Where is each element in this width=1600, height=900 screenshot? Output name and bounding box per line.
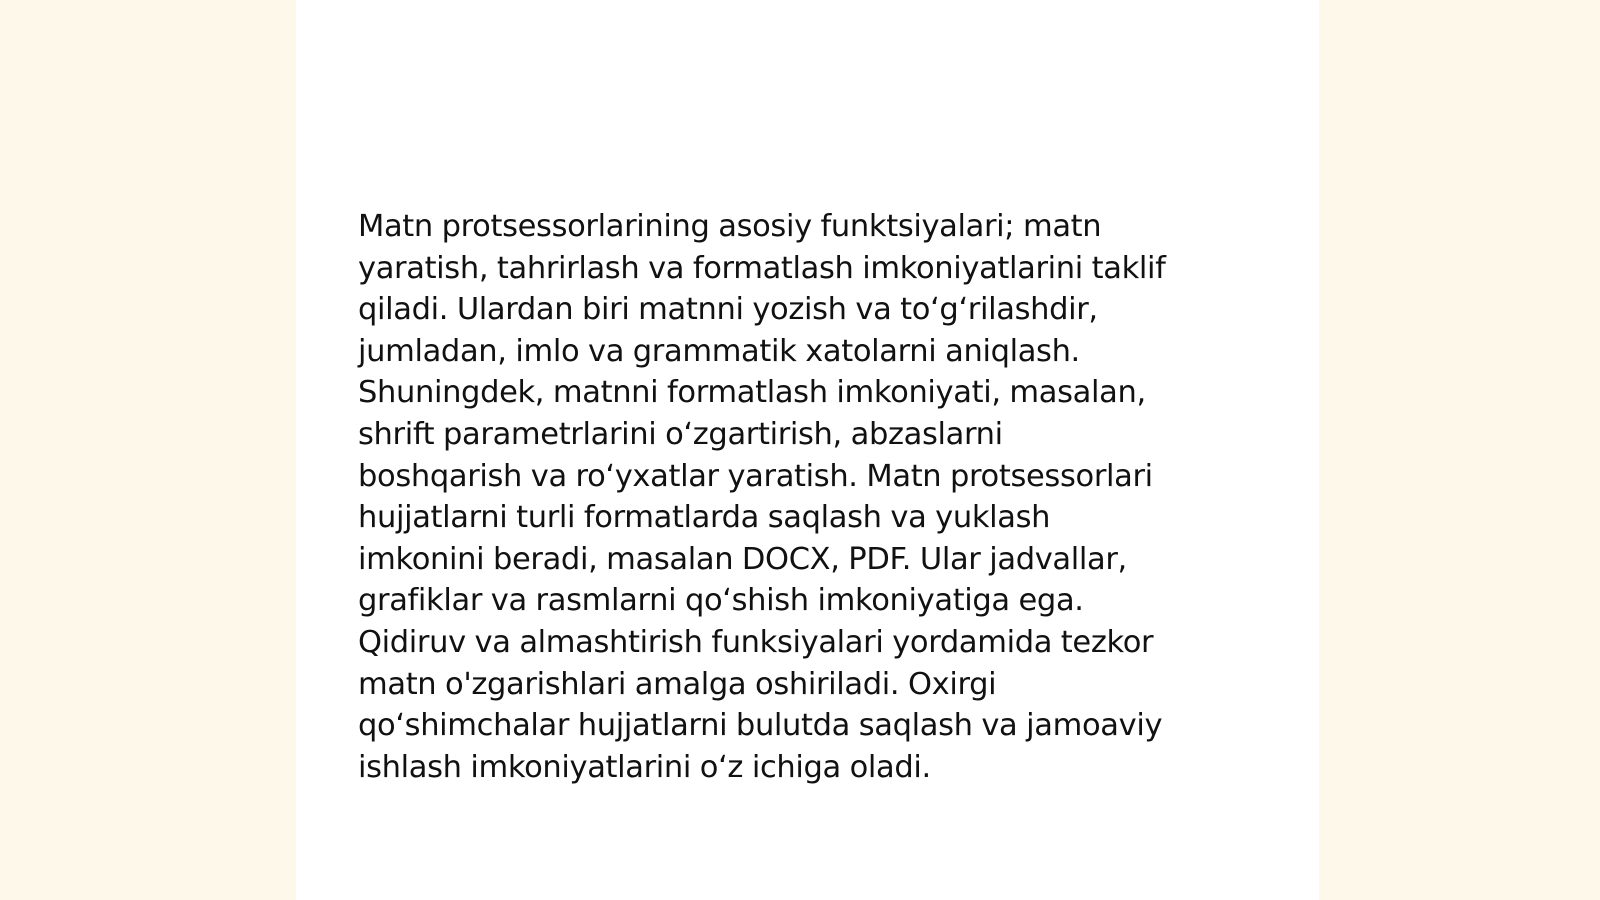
body-line: qo‘shimchalar hujjatlarni bulutda saqlash va jamoaviy (358, 708, 1163, 744)
body-line: grafiklar va rasmlarni qo‘shish imkoniyatiga ega. (358, 583, 1084, 619)
body-line: ishlash imkoniyatlarini o‘z ichiga oladi. (358, 749, 931, 785)
body-line: yaratish, tahrirlash va formatlash imkoniyatlarini taklif (358, 250, 1166, 286)
slide-page (296, 0, 1319, 900)
body-line: boshqarish va ro‘yxatlar yaratish. Matn protsessorlari (358, 458, 1153, 494)
body-line: qiladi. Ulardan biri matnni yozish va to‘g‘rilashdir, (358, 292, 1098, 328)
body-line: matn o'zgarishlari amalga oshiriladi. Oxirgi (358, 666, 997, 702)
body-paragraph (358, 206, 1248, 788)
body-line: hujjatlarni turli formatlarda saqlash va yuklash (358, 500, 1051, 536)
body-line: jumladan, imlo va grammatik xatolarni aniqlash. (358, 333, 1080, 369)
body-line: Shuningdek, matnni formatlash imkoniyati, masalan, (358, 375, 1146, 411)
body-line: imkonini beradi, masalan DOCX, PDF. Ular jadvallar, (358, 541, 1127, 577)
body-line: shrift parametrlarini o‘zgartirish, abzaslarni (358, 416, 1003, 452)
body-line: Qidiruv va almashtirish funksiyalari yordamida tezkor (358, 624, 1154, 660)
body-line: Matn protsessorlarining asosiy funktsiyalari; matn (358, 209, 1102, 244)
